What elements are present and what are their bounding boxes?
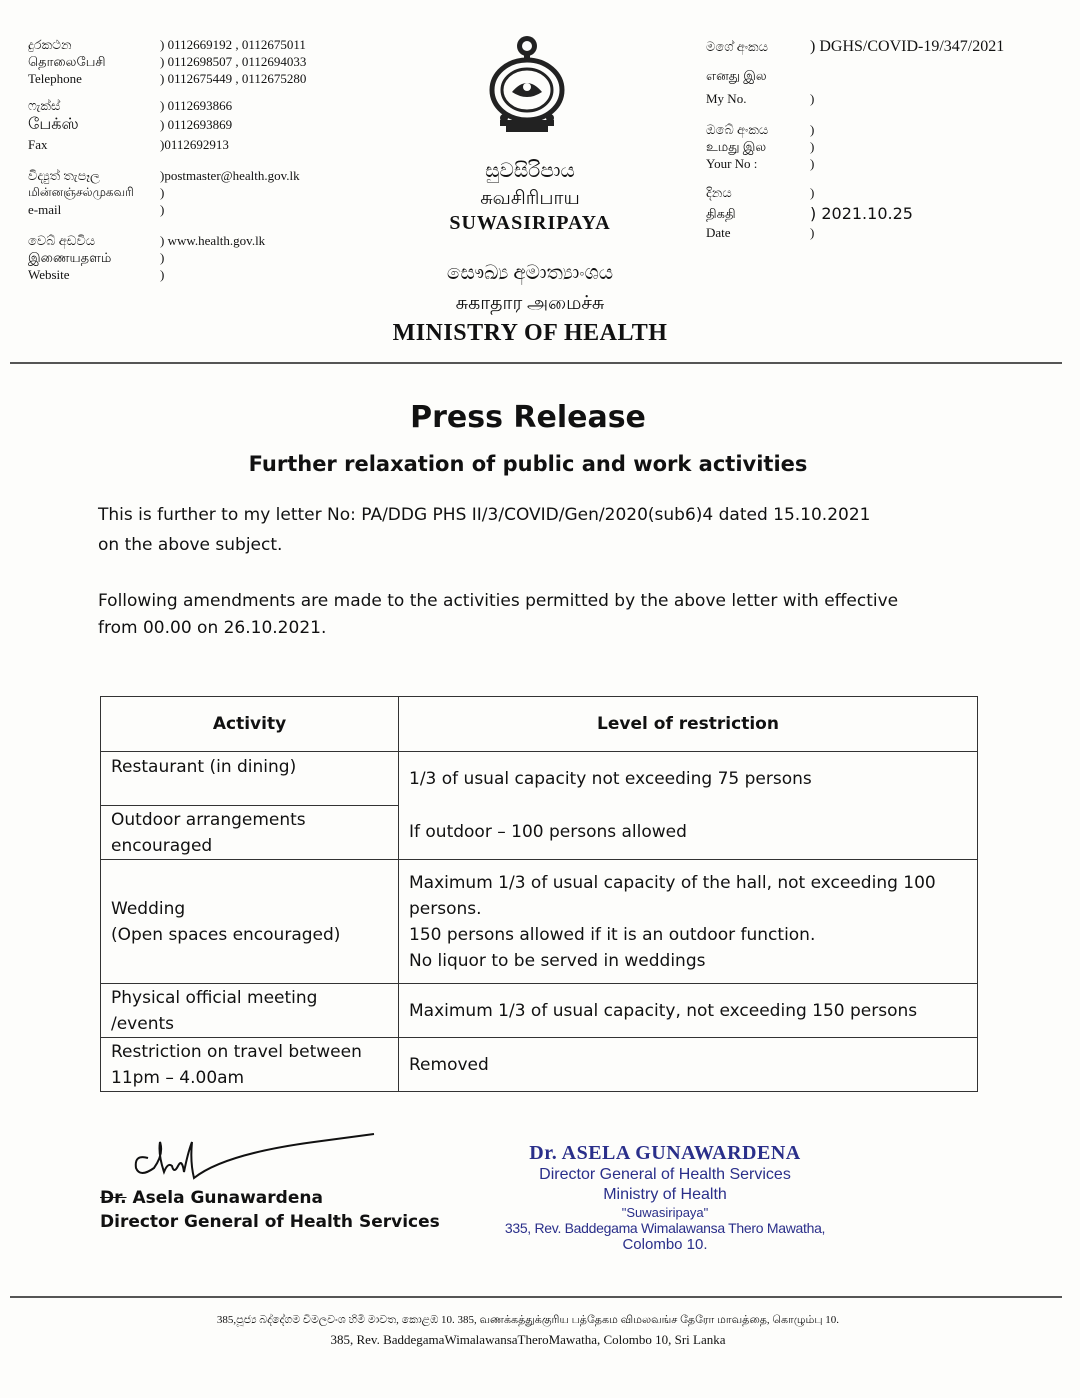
date-value-1: ) <box>810 185 815 200</box>
fax-value-2: ) 0112693869 <box>160 117 233 132</box>
table-row <box>101 752 978 806</box>
email-value-2: ) <box>160 185 165 200</box>
table-header-row <box>101 697 978 752</box>
your-no-value-2: ) <box>810 139 815 154</box>
table-row <box>101 860 978 984</box>
fax-group <box>28 97 358 153</box>
fax-label-si: ෆැක්ස් <box>28 98 61 113</box>
activity-cell <box>101 1038 399 1092</box>
my-no-value: ) DGHS/COVID-19/347/2021 <box>810 38 1005 55</box>
ministry-name-tamil: சுகாதார அமைச்சு <box>455 293 605 314</box>
telephone-group <box>28 36 358 87</box>
footer-address-english: 385, Rev. BaddegamaWimalawansaTheroMawatha, Colombo 10, Sri Lanka <box>330 1332 726 1347</box>
fax-label-en: Fax <box>28 137 48 152</box>
activity-text: (Open spaces encouraged) <box>111 924 341 945</box>
activity-cell <box>101 752 399 806</box>
restriction-text: persons. <box>409 898 482 919</box>
telephone-label-si: දුරකථන <box>28 37 72 52</box>
reference-block <box>706 38 1066 241</box>
my-no-label-ta: எனது இல <box>706 68 767 83</box>
website-label-si: වෙබ් අඩවිය <box>28 233 96 248</box>
paragraph-amendments <box>98 588 978 642</box>
restriction-text: If outdoor – 100 persons allowed <box>409 822 687 843</box>
table-row <box>101 1038 978 1092</box>
your-no-label-en: Your No : <box>706 156 758 171</box>
restriction-text: Maximum 1/3 of usual capacity, not exceeding 150 persons <box>409 1000 918 1021</box>
building-name-tamil: சுவசிரிபாய <box>480 188 580 209</box>
contact-block <box>28 36 358 293</box>
restriction-cell <box>399 1038 978 1092</box>
signatory-prefix: Dr. <box>100 1188 127 1208</box>
activity-text: Outdoor arrangements <box>111 809 306 830</box>
date-label-si: දිනය <box>706 185 732 200</box>
email-label-ta: மின்னஞ்சல்முகவரி <box>28 185 134 199</box>
stamp-address: 335, Rev. Baddegama Wimalawansa Thero Mawatha, <box>504 1220 826 1236</box>
restriction-text: Removed <box>409 1054 489 1075</box>
email-value: )postmaster@health.gov.lk <box>160 168 300 183</box>
website-group <box>28 232 358 283</box>
stamp-title: Director General of Health Services <box>539 1166 791 1183</box>
signatory-name-line <box>100 1186 440 1210</box>
column-header-restriction: Level of restriction <box>399 697 978 752</box>
activity-cell <box>101 984 399 1038</box>
website-label-en: Website <box>28 267 70 282</box>
restriction-text: 150 persons allowed if it is an outdoor function. <box>409 924 816 945</box>
fax-label-ta: பேக்ஸ் <box>28 116 79 133</box>
date-value: ) 2021.10.25 <box>810 204 913 223</box>
state-emblem-icon <box>486 32 568 134</box>
my-no-label-en: My No. <box>706 91 747 106</box>
paragraph-reference <box>98 500 978 560</box>
document-title: Press Release <box>410 400 646 435</box>
building-name-sinhala: සුවසිරිපාය <box>485 160 575 182</box>
paragraph-amendments-line-2: from 00.00 on 26.10.2021. <box>98 618 327 638</box>
table-row <box>101 984 978 1038</box>
your-no-value-3: ) <box>810 156 815 171</box>
activity-text: /events <box>111 1013 175 1034</box>
restrictions-table <box>100 696 978 1092</box>
your-no-value: ) <box>810 122 815 137</box>
building-name-english: SUWASIRIPAYA <box>449 212 611 234</box>
activity-text: encouraged <box>111 835 213 856</box>
your-no-label-ta: உமது இல <box>706 139 767 154</box>
restriction-cell <box>399 860 978 984</box>
email-label-en: e-mail <box>28 202 62 217</box>
stamp-name: Dr. ASELA GUNAWARDENA <box>529 1142 801 1164</box>
activity-text: Restaurant (in dining) <box>111 757 297 777</box>
stamp-city: Colombo 10. <box>622 1236 708 1253</box>
paragraph-reference-line-1: This is further to my letter No: PA/DDG PHS II/3/COVID/Gen/2020(sub6)4 dated 15.10.2021 <box>98 505 871 525</box>
paragraph-amendments-line-1: Following amendments are made to the activities permitted by the above letter with effective <box>98 591 899 611</box>
activity-cell <box>101 806 399 860</box>
website-value-3: ) <box>160 267 165 282</box>
ministry-name-sinhala: සෞඛ්‍ය අමාත්‍යාංශය <box>446 262 614 284</box>
your-no-label-si: ඔබේ අංකය <box>706 122 769 137</box>
website-label-ta: இணையதளம் <box>28 250 112 265</box>
email-label-si: විද්‍යුත් තැපෑල <box>28 168 100 183</box>
column-header-activity: Activity <box>101 697 399 752</box>
stamp-ministry: Ministry of Health <box>603 1186 727 1203</box>
restriction-cell <box>399 752 978 806</box>
my-no-label-si: මගේ අංකය <box>706 39 768 54</box>
my-no-value-2 <box>810 67 1066 84</box>
restriction-cell <box>399 984 978 1038</box>
my-no-value-3: ) <box>810 91 815 106</box>
website-value-2: ) <box>160 250 165 265</box>
stamp-building: "Suwasiripaya" <box>621 1205 709 1220</box>
table-row <box>101 806 978 860</box>
header-divider <box>10 362 1062 364</box>
paragraph-reference-line-2: on the above subject. <box>98 535 283 555</box>
signatory-title: Director General of Health Services <box>100 1212 440 1232</box>
signatory-block <box>100 1186 440 1234</box>
date-label-ta: திகதி <box>706 206 736 221</box>
activity-text: 11pm – 4.00am <box>111 1067 245 1088</box>
fax-value-3: )0112692913 <box>160 137 229 152</box>
restriction-cell <box>399 806 978 860</box>
date-value-3: ) <box>810 225 815 240</box>
activity-cell <box>101 860 399 984</box>
official-stamp <box>500 1142 830 1253</box>
email-value-3: ) <box>160 202 165 217</box>
footer-address-local: 385,පූජ්‍ය බද්දේගම විමලවංශ හිමි මාවත, කොළඹ 10. 385, வணக்கத்துக்குரிய பத்தேகம விமலவங்ச தேரோ மாவத்தை, கொழும்பு 10. <box>216 1314 840 1326</box>
telephone-value-1: ) 0112669192 , 0112675011 <box>160 37 306 52</box>
document-subject: Further relaxation of public and work activities <box>248 452 808 476</box>
signatory-name: Asela Gunawardena <box>132 1188 323 1208</box>
activity-text: Wedding <box>111 898 186 919</box>
activity-text: Restriction on travel between <box>111 1041 362 1062</box>
email-group <box>28 167 358 218</box>
restriction-text: 1/3 of usual capacity not exceeding 75 persons <box>409 768 812 789</box>
restriction-text: No liquor to be served in weddings <box>409 950 706 971</box>
restriction-text: Maximum 1/3 of usual capacity of the hall, not exceeding 100 <box>409 872 936 893</box>
activity-text: Physical official meeting <box>111 987 318 1008</box>
website-value: ) www.health.gov.lk <box>160 233 266 248</box>
ministry-name-english: MINISTRY OF HEALTH <box>392 320 668 346</box>
footer-divider <box>10 1296 1062 1298</box>
telephone-value-2: ) 0112698507 , 0112694033 <box>160 54 307 69</box>
fax-value-1: ) 0112693866 <box>160 98 233 113</box>
date-label-en: Date <box>706 225 731 240</box>
telephone-label-ta: தொலைபேசி <box>28 54 106 69</box>
telephone-value-3: ) 0112675449 , 0112675280 <box>160 71 307 86</box>
telephone-label-en: Telephone <box>28 71 82 86</box>
